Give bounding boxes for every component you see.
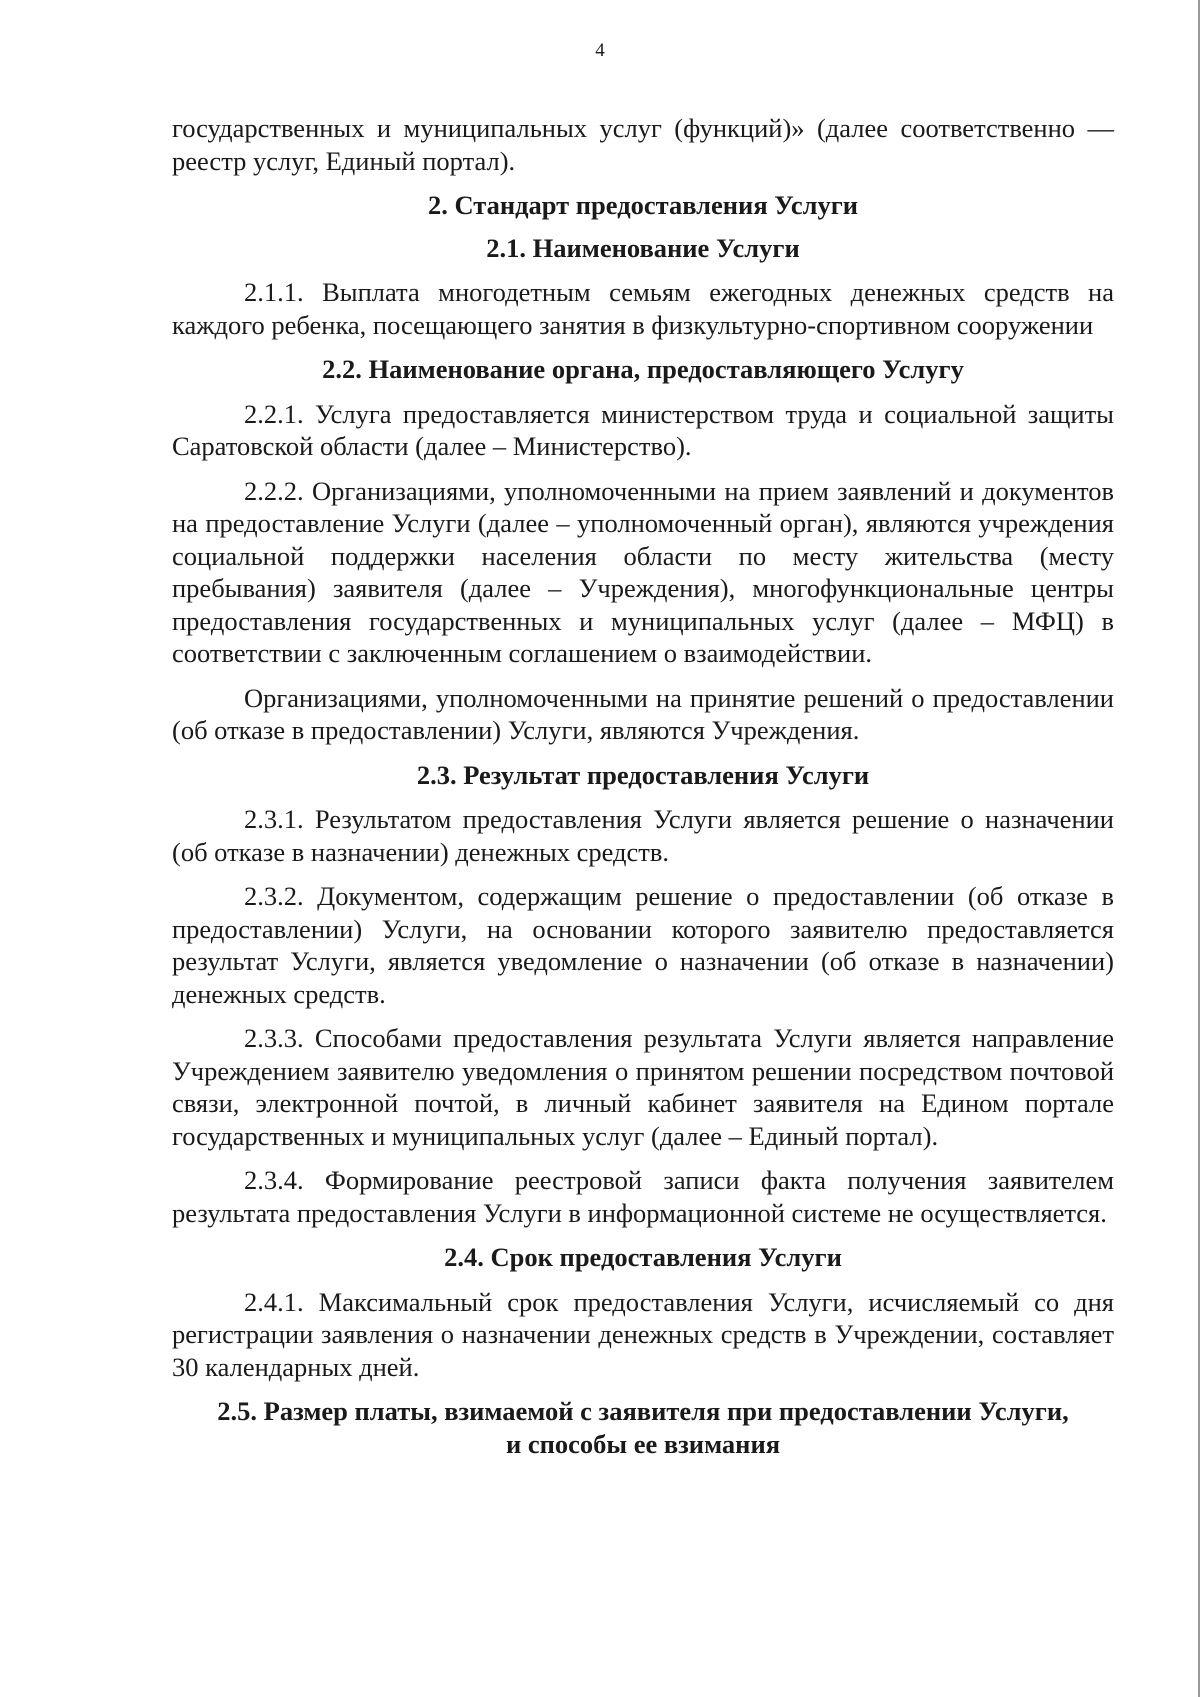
heading-2-5-line-2: и способы ее взимания xyxy=(505,1428,781,1459)
page-number: 4 xyxy=(595,40,605,61)
paragraph-2-3-1: 2.3.1. Результатом предоставления Услуги является решение о назначении (об отказе в назначении) денежных средств. xyxy=(172,804,1114,867)
paragraph-2-1-1: 2.1.1. Выплата многодетным семьям ежегодных денежных средств на каждого ребенка, посещающего занятия в физкультурно-спортивном сооружении xyxy=(172,277,1114,340)
paragraph-2-2-2: 2.2.2. Организациями, уполномоченными на прием заявлений и документов на предоставление Услуги (далее – уполномоченный орган), являются учреждения социальной поддержки населения области по месту жительства (месту пребывания) заявителя (далее – Учреждения), многофункциональные центры предоставления государственных и муниципальных услуг (далее – МФЦ) в соответствии с заключенным соглашением о взаимодействии. xyxy=(172,475,1114,668)
document-body xyxy=(172,112,1114,1472)
heading-2-4: 2.4. Срок предоставления Услуги xyxy=(444,1242,842,1272)
heading-2-5-line-1: 2.5. Размер платы, взимаемой с заявителя при предоставлении Услуги, xyxy=(217,1396,1069,1426)
heading-2-3: 2.3. Результат предоставления Услуги xyxy=(416,759,870,790)
heading-2-2: 2.2. Наименование органа, предоставляющего Услугу xyxy=(322,354,964,384)
paragraph-2-3-4: 2.3.4. Формирование реестровой записи факта получения заявителем результата предоставления Услуги в информационной системе не осуществляется. xyxy=(172,1165,1114,1228)
heading-2-5 xyxy=(162,1395,1124,1460)
paragraph-2-2-3: Организациями, уполномоченными на принятие решений о предоставлении (об отказе в предоставлении) Услуги, являются Учреждения. xyxy=(172,682,1114,745)
paragraph-intro: государственных и муниципальных услуг (функций)» (далее соответственно — реестр услуг, Единый портал). xyxy=(172,113,1114,176)
paragraph-2-2-1: 2.2.1. Услуга предоставляется министерством труда и социальной защиты Саратовской области (далее – Министерство). xyxy=(172,398,1114,461)
paragraph-2-3-3: 2.3.3. Способами предоставления результата Услуги является направление Учреждением заявителю уведомления о принятом решении посредством почтовой связи, электронной почтой, в личный кабинет заявителя на Едином портале государственных и муниципальных услуг (далее – Единый портал). xyxy=(172,1023,1114,1151)
paragraph-2-4-1: 2.4.1. Максимальный срок предоставления Услуги, исчисляемый со дня регистрации заявления о назначении денежных средств в Учреждении, составляет 30 календарных дней. xyxy=(172,1286,1114,1382)
heading-section-2: 2. Стандарт предоставления Услуги xyxy=(427,190,859,220)
heading-2-1: 2.1. Наименование Услуги xyxy=(486,232,800,263)
paragraph-2-3-2: 2.3.2. Документом, содержащим решение о предоставлении (об отказе в предоставлении) Услуги, на основании которого заявителю предоставляется результат Услуги, является уведомление о назначении (об отказе в назначении) денежных средств. xyxy=(172,881,1114,1009)
